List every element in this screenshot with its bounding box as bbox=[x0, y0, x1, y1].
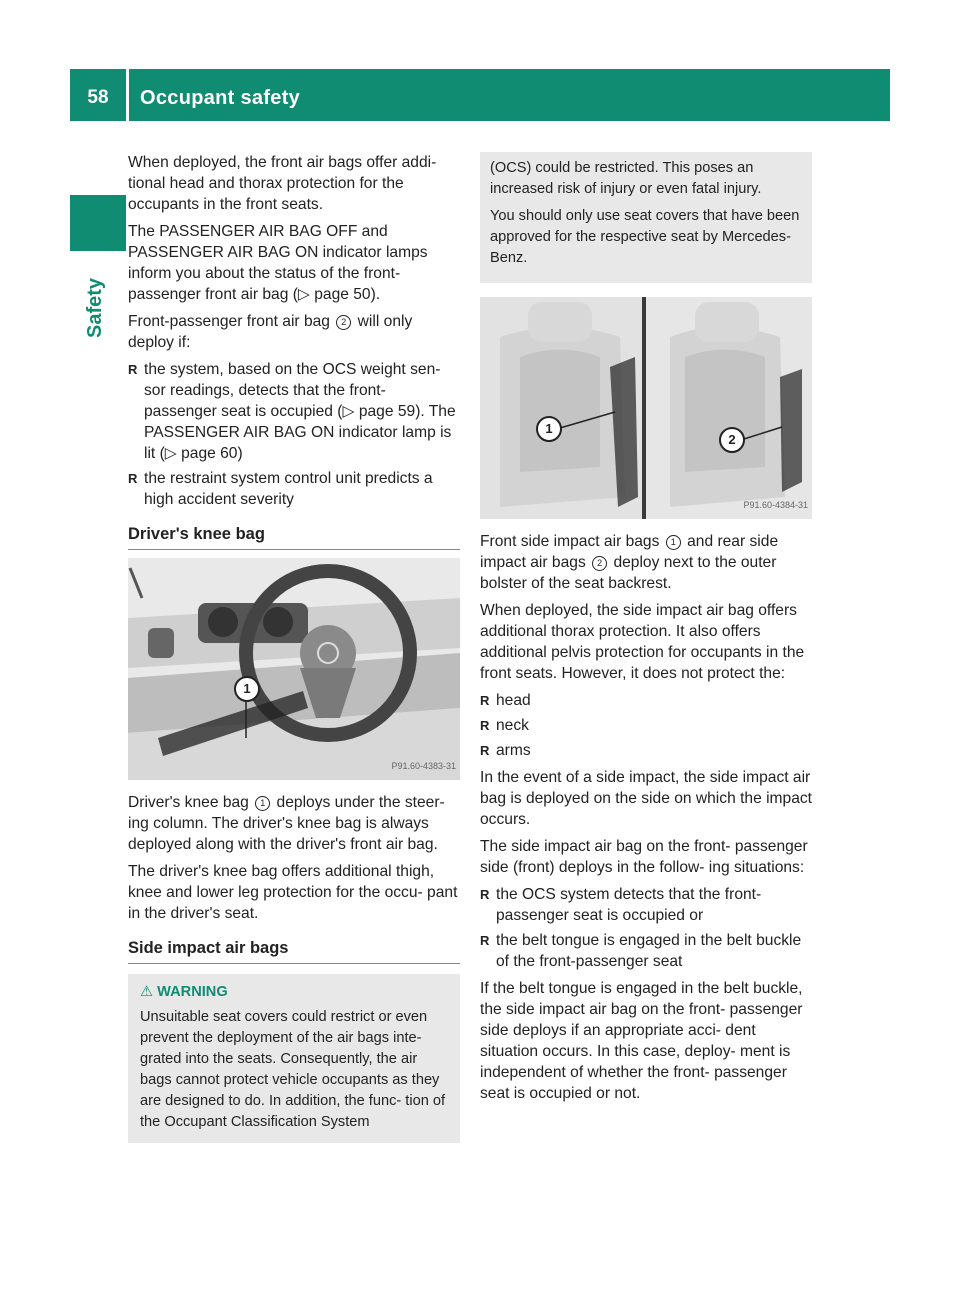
list-item: R the restraint system control unit predicts a high accident severity bbox=[128, 468, 460, 510]
paragraph bbox=[128, 311, 460, 353]
figure-callout: 1 bbox=[234, 676, 260, 702]
bullet-list bbox=[480, 690, 812, 761]
list-item: R arms bbox=[480, 740, 812, 761]
knee-bag-figure bbox=[128, 558, 460, 780]
seat-illustration bbox=[480, 297, 812, 519]
warning-box-continued bbox=[480, 152, 812, 283]
page-number: 58 bbox=[87, 87, 109, 108]
warning-heading bbox=[140, 982, 450, 1003]
paragraph bbox=[128, 792, 460, 855]
paragraph: You should only use seat covers that have been approved for the respective seat by Mercedes-Benz. bbox=[490, 208, 800, 266]
warning-text: Unsuitable seat covers could restrict or even prevent the deployment of the air bags inte- grated into the seats. Consequently, the air bags cannot protect vehicle occupants as they are designed to do. In addition, the func- tion of the Occupant Classification System bbox=[140, 1009, 446, 1130]
paragraph bbox=[480, 531, 812, 594]
right-column bbox=[480, 152, 812, 1110]
bullet-list bbox=[128, 359, 460, 510]
list-item: R the system, based on the OCS weight sen- sor readings, detects that the front- passenger seat is occupied (▷ page 59). The PASSENGER AIR BAG ON indicator lamp is lit (▷ page 60) bbox=[128, 359, 460, 464]
paragraph: In the event of a side impact, the side impact air bag is deployed on the side on which the impact occurs. bbox=[480, 769, 813, 828]
paragraph: If the belt tongue is engaged in the belt buckle, the side impact air bag on the front- passenger side deploys if an appropriate acci- dent situation occurs. In this case, deploy- ment is independent of whether the front- passenger seat is occupied or not. bbox=[480, 980, 803, 1102]
warning-label: WARNING bbox=[157, 984, 228, 1000]
callout-marker: 2 bbox=[336, 315, 351, 330]
text: deploy next to the outer bolster of the seat backrest. bbox=[480, 554, 777, 592]
paragraph: The side impact air bag on the front- passenger side (front) deploys in the follow- ing situations: bbox=[480, 838, 808, 876]
warning-triangle-icon: ⚠ bbox=[140, 984, 154, 1000]
paragraph: When deployed, the front air bags offer addi- tional head and thorax protection for the occupants in the front seats. bbox=[128, 154, 437, 213]
section-label: Safety bbox=[84, 277, 106, 338]
paragraph: When deployed, the side impact air bag offers additional thorax protection. It also offers additional pelvis protection for occupants in the front seats. However, it does not protect the: bbox=[480, 602, 805, 682]
bullet-list bbox=[480, 884, 812, 972]
figure-code: P91.60-4383-31 bbox=[391, 761, 456, 771]
left-column bbox=[128, 152, 460, 1143]
section-marker bbox=[70, 195, 126, 251]
callout-marker: 2 bbox=[592, 556, 607, 571]
page-title: Occupant safety bbox=[140, 87, 301, 109]
header-divider bbox=[126, 69, 129, 121]
section-heading: Driver's knee bag bbox=[128, 524, 460, 550]
paragraph: The driver's knee bag offers additional thigh, knee and lower leg protection for the occu- pant in the driver's seat. bbox=[128, 863, 458, 922]
text: deploys under the steer- ing column. The driver's knee bag is always deployed along with the driver's front air bag. bbox=[128, 794, 445, 853]
figure-callout-1: 1 bbox=[536, 416, 562, 442]
figure-callout-2: 2 bbox=[719, 427, 745, 453]
callout-marker: 1 bbox=[666, 535, 681, 550]
list-item: R the OCS system detects that the front- passenger seat is occupied or bbox=[480, 884, 812, 926]
text: will only deploy if: bbox=[128, 313, 413, 351]
warning-box bbox=[128, 974, 460, 1143]
text: Front-passenger front air bag bbox=[128, 313, 330, 330]
callout-marker: 1 bbox=[255, 796, 270, 811]
text: Driver's knee bag bbox=[128, 794, 249, 811]
list-item: R head bbox=[480, 690, 812, 711]
figure-code: P91.60-4384-31 bbox=[743, 500, 808, 510]
dashboard-illustration bbox=[128, 558, 460, 780]
list-item: R the belt tongue is engaged in the belt buckle of the front-passenger seat bbox=[480, 930, 812, 972]
side-airbag-figure bbox=[480, 297, 812, 519]
section-heading: Side impact air bags bbox=[128, 938, 460, 964]
paragraph: (OCS) could be restricted. This poses an increased risk of injury or even fatal injury. bbox=[490, 160, 762, 197]
paragraph: The PASSENGER AIR BAG OFF and PASSENGER AIR BAG ON indicator lamps inform you about the status of the front- passenger front air bag (▷ page 50). bbox=[128, 223, 428, 303]
text: and rear side impact air bags bbox=[480, 533, 779, 571]
text: Front side impact air bags bbox=[480, 533, 660, 550]
list-item: R neck bbox=[480, 715, 812, 736]
